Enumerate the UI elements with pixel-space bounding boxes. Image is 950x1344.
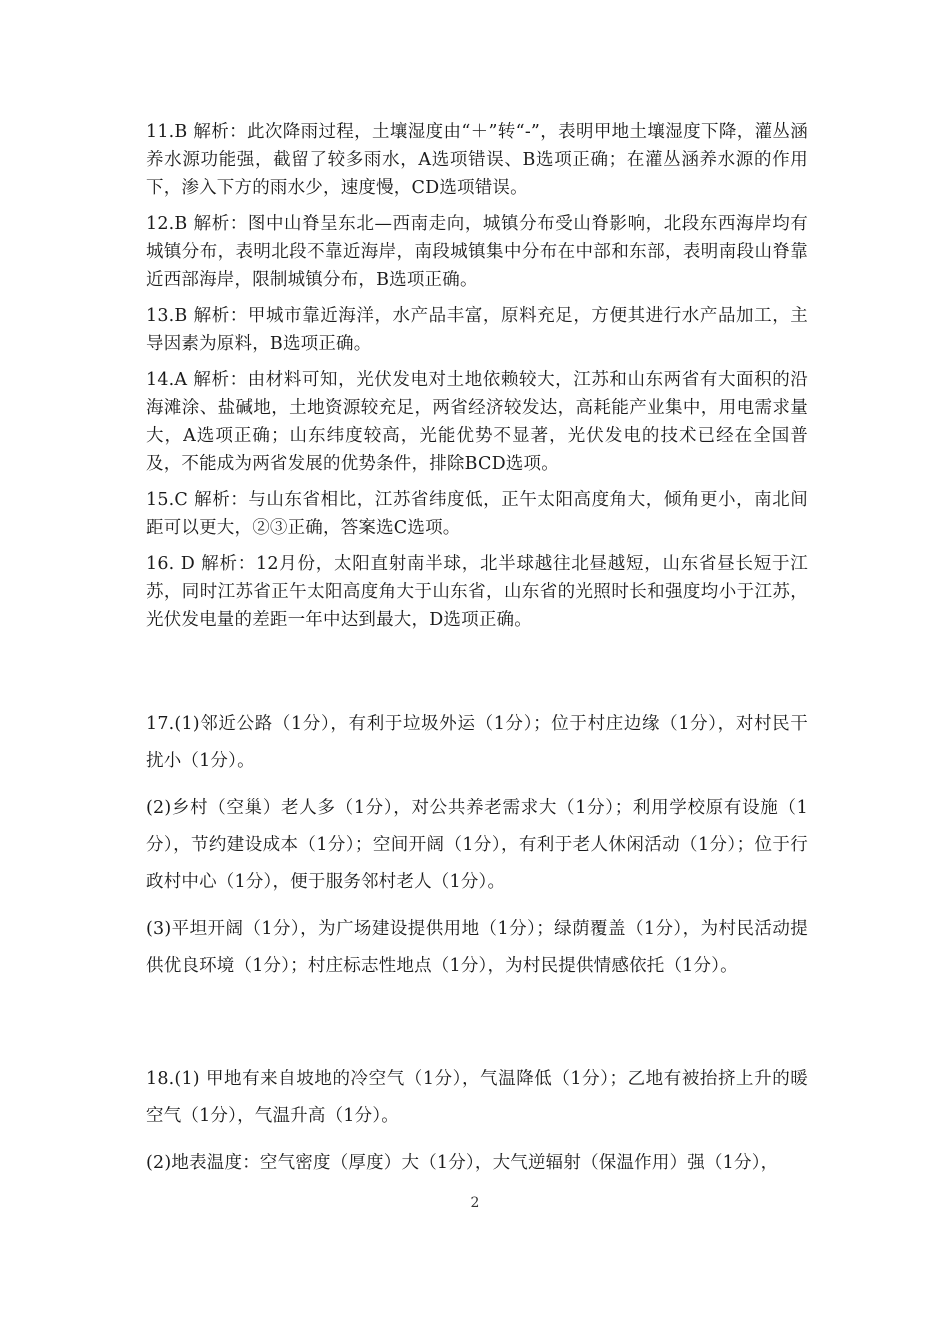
answer-14: 14.A 解析：由材料可知，光伏发电对土地依赖较大，江苏和山东两省有大面积的沿海滩涂、盐碱地，土地资源较充足，两省经济较发达，高耗能产业集中，用电需求量大，A选项正确；山东纬度较高，光能优势不显著，光伏发电的技术已经在全国普及，不能成为两省发展的优势条件，排除BCD选项。 bbox=[146, 370, 808, 474]
page-number: 2 bbox=[470, 1195, 480, 1211]
answer-12: 12.B 解析：图中山脊呈东北—西南走向，城镇分布受山脊影响，北段东西海岸均有城镇分布，表明北段不靠近海岸，南段城镇集中分布在中部和东部，表明南段山脊靠近西部海岸，限制城镇分布，B选项正确。 bbox=[146, 214, 808, 290]
answer-17-part-1: 17.(1)邻近公路（1分），有利于垃圾外运（1分）；位于村庄边缘（1分），对村民干扰小（1分）。 bbox=[146, 714, 808, 771]
answer-content bbox=[146, 118, 808, 1182]
answer-18-part-2: (2)地表温度：空气密度（厚度）大（1分），大气逆辐射（保温作用）强（1分）， bbox=[146, 1153, 779, 1173]
answer-18-part-1: 18.(1) 甲地有来自坡地的冷空气（1分），气温降低（1分）；乙地有被抬挤上升的暖空气（1分），气温升高（1分）。 bbox=[146, 1069, 808, 1126]
answer-15: 15.C 解析：与山东省相比，江苏省纬度低，正午太阳高度角大，倾角更小，南北间距可以更大，②③正确，答案选C选项。 bbox=[146, 490, 808, 538]
answer-13: 13.B 解析：甲城市靠近海洋，水产品丰富，原料充足，方便其进行水产品加工，主导因素为原料，B选项正确。 bbox=[146, 306, 808, 354]
answer-11: 11.B 解析：此次降雨过程，土壤湿度由“＋”转“-”，表明甲地土壤湿度下降，灌丛涵养水源功能强，截留了较多雨水，A选项错误、B选项正确；在灌丛涵养水源的作用下，渗入下方的雨水少，速度慢，CD选项错误。 bbox=[146, 122, 808, 198]
answer-16: 16. D 解析：12月份，太阳直射南半球，北半球越往北昼越短，山东省昼长短于江苏，同时江苏省正午太阳高度角大于山东省，山东省的光照时长和强度均小于江苏，光伏发电量的差距一年中达到最大，D选项正确。 bbox=[146, 554, 808, 630]
answer-17-part-2: (2)乡村（空巢）老人多（1分），对公共养老需求大（1分）；利用学校原有设施（1分），节约建设成本（1分）；空间开阔（1分），有利于老人休闲活动（1分）；位于行政村中心（1分），便于服务邻村老人（1分）。 bbox=[146, 798, 808, 892]
answer-17-part-3: (3)平坦开阔（1分），为广场建设提供用地（1分）；绿荫覆盖（1分），为村民活动提供优良环境（1分）；村庄标志性地点（1分），为村民提供情感依托（1分）。 bbox=[146, 919, 808, 976]
